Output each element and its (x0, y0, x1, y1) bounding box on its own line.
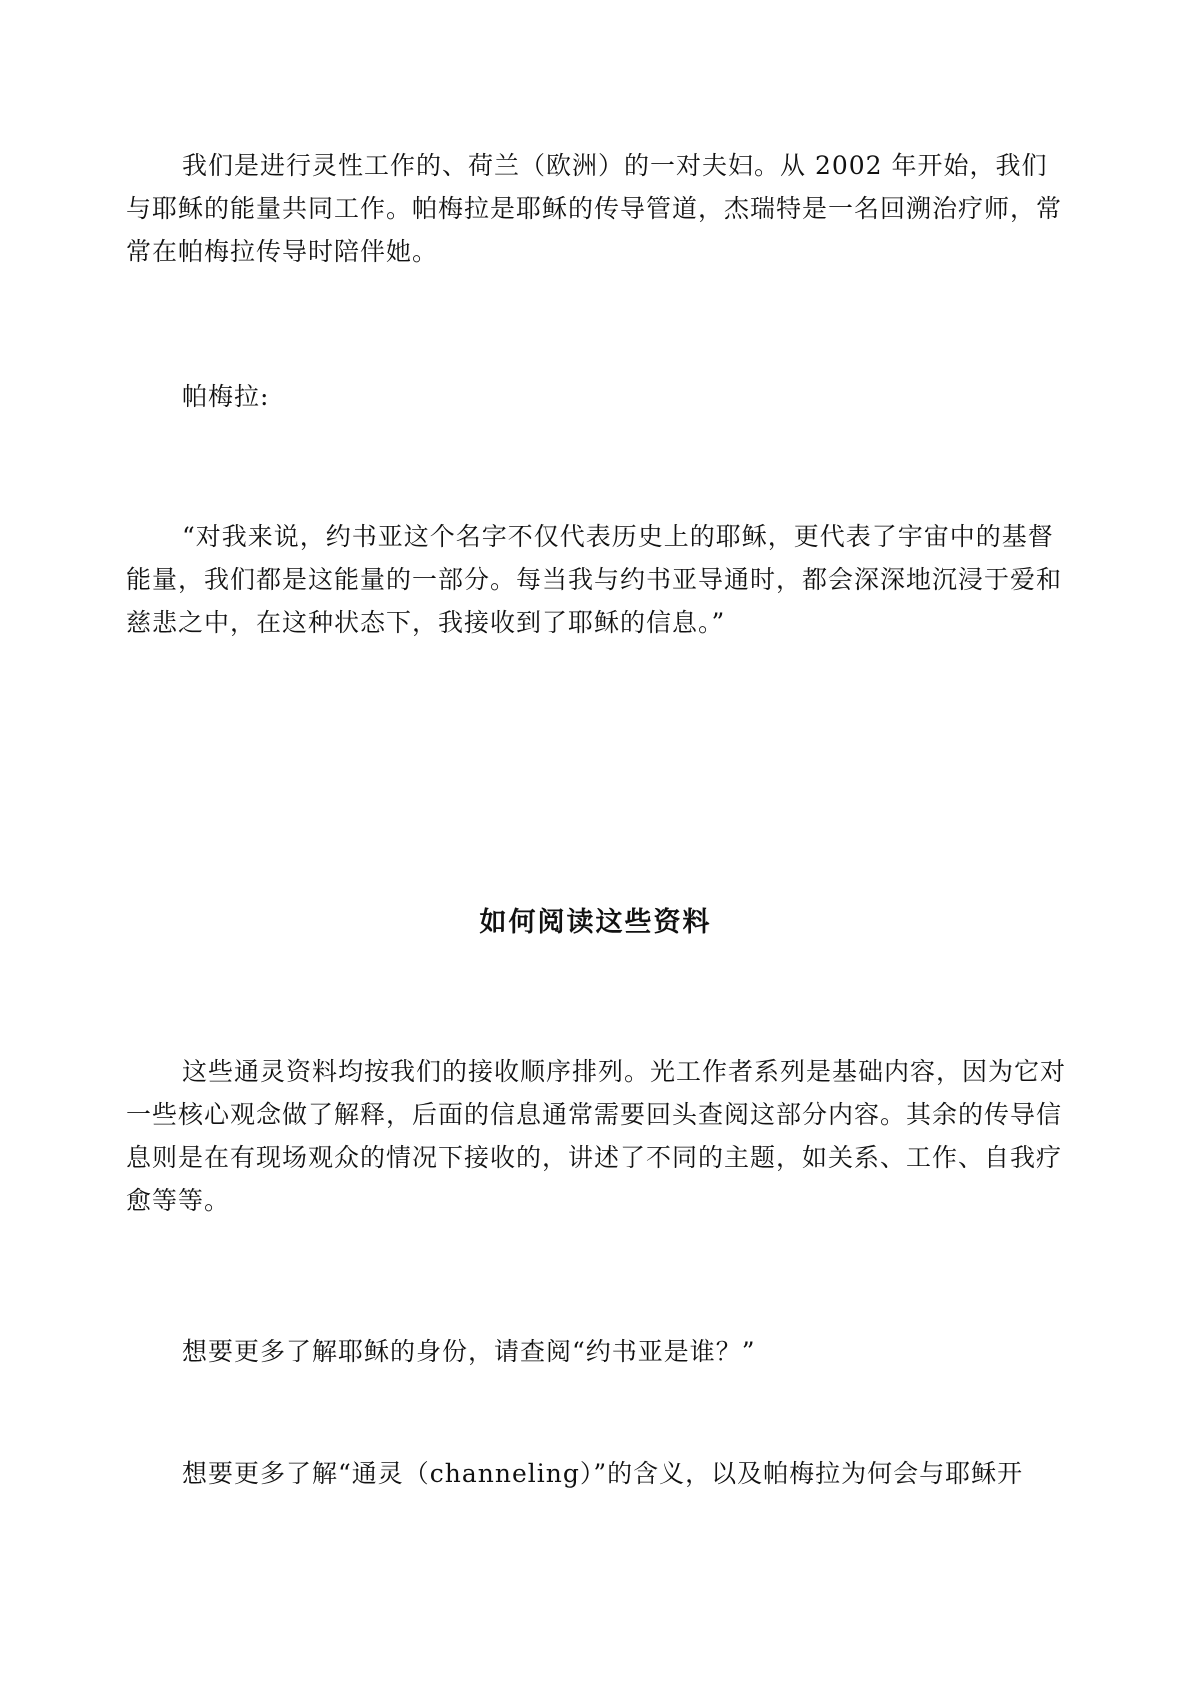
quote-paragraph: “对我来说，约书亚这个名字不仅代表历史上的耶稣，更代表了宇宙中的基督能量，我们都是这能量的一部分。每当我与约书亚导通时，都会深深地沉浸于爱和慈悲之中，在这种状态下，我接收到了耶稣的信息。” (126, 522, 1063, 637)
who-is-joshua-paragraph: 想要更多了解耶稣的身份，请查阅“约书亚是谁？” (182, 1337, 756, 1366)
intro-paragraph: 我们是进行灵性工作的、荷兰（欧洲）的一对夫妇。从 2002 年开始，我们与耶稣的能量共同工作。帕梅拉是耶稣的传导管道，杰瑞特是一名回溯治疗师，常常在帕梅拉传导时陪伴她。 (126, 151, 1063, 266)
reading-order-paragraph: 这些通灵资料均按我们的接收顺序排列。光工作者系列是基础内容，因为它对一些核心观念做了解释，后面的信息通常需要回头查阅这部分内容。其余的传导信息则是在有现场观众的情况下接收的，讲述了不同的主题，如关系、工作、自我疗愈等等。 (126, 1057, 1067, 1215)
section-heading: 如何阅读这些资料 (479, 907, 712, 938)
channeling-paragraph: 想要更多了解“通灵（channeling）”的含义，以及帕梅拉为何会与耶稣开 (182, 1459, 1024, 1488)
speaker-label: 帕梅拉: (182, 382, 270, 411)
